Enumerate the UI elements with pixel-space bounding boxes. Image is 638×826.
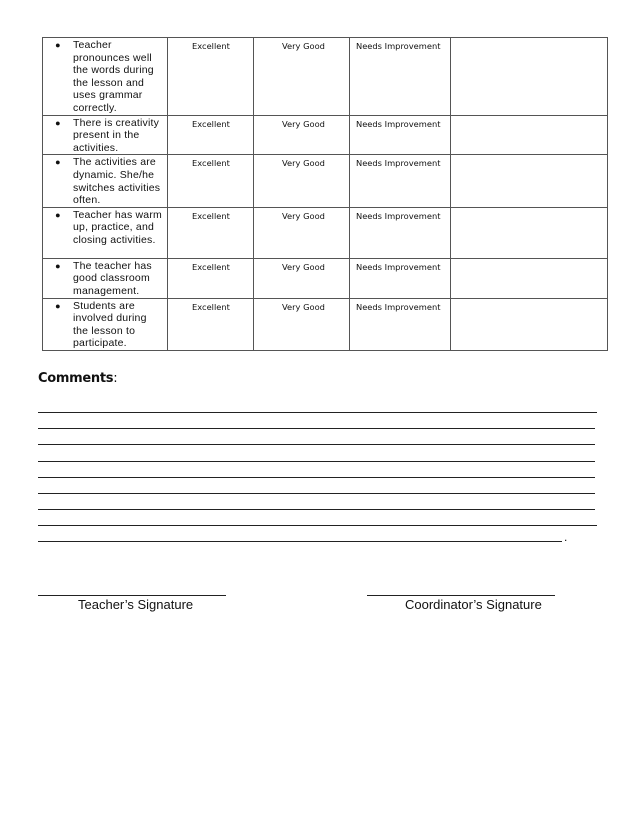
bullet-icon: ● (55, 209, 61, 220)
rating-excellent: Excellent (168, 38, 254, 116)
rating-excellent: Excellent (168, 258, 254, 298)
criterion-cell (43, 298, 168, 350)
remarks-cell (451, 115, 608, 155)
rating-needs-improvement: Needs Improvement (350, 258, 451, 298)
teacher-signature-label: Teacher’s Signature (78, 597, 194, 612)
bullet-icon: ● (55, 117, 61, 128)
criterion-cell (43, 207, 168, 258)
comments-heading (38, 371, 117, 386)
teacher-signature-line (38, 595, 226, 596)
criterion-cell (43, 115, 168, 155)
rating-excellent: Excellent (168, 298, 254, 350)
criterion-cell (43, 258, 168, 298)
table-row (43, 207, 608, 258)
rating-very-good: Very Good (254, 115, 350, 155)
bullet-icon: ● (55, 40, 61, 50)
remarks-cell (451, 258, 608, 298)
remarks-cell (451, 38, 608, 116)
remarks-cell (451, 155, 608, 207)
table-row (43, 258, 608, 298)
coordinator-signature-label: Coordinator’s Signature (405, 597, 542, 612)
table-row (43, 155, 608, 207)
rating-excellent: Excellent (168, 115, 254, 155)
criterion-cell (43, 38, 168, 116)
table-row (43, 115, 608, 155)
rating-needs-improvement: Needs Improvement (350, 207, 451, 258)
comment-line (38, 493, 595, 494)
comment-line (38, 412, 597, 413)
comment-line (38, 525, 597, 526)
criterion-text: The activities are dynamic. She/he switches activities often. (73, 156, 161, 207)
criterion-cell (43, 155, 168, 207)
evaluation-table (42, 37, 608, 351)
bullet-icon: ● (55, 157, 61, 168)
bullet-icon: ● (55, 300, 61, 311)
comment-line (38, 444, 595, 445)
rating-very-good: Very Good (254, 155, 350, 207)
criterion-text: The teacher has good classroom management. (73, 259, 152, 297)
comments-title: Comments (38, 371, 114, 386)
criterion-text: Teacher pronounces well the words during the lesson and uses grammar correctly. (73, 39, 154, 114)
comment-line (38, 461, 595, 462)
rating-excellent: Excellent (168, 207, 254, 258)
rating-needs-improvement: Needs Improvement (350, 115, 451, 155)
table-row (43, 298, 608, 350)
comment-line (38, 509, 595, 510)
criterion-text: Teacher has warm up, practice, and closing activities. (73, 208, 162, 246)
table-row (43, 38, 608, 116)
criterion-text: There is creativity present in the activities. (73, 116, 160, 154)
rating-needs-improvement: Needs Improvement (350, 155, 451, 207)
rating-very-good: Very Good (254, 38, 350, 116)
rating-very-good: Very Good (254, 207, 350, 258)
comment-line (38, 541, 562, 542)
rating-needs-improvement: Needs Improvement (350, 38, 451, 116)
criterion-text: Students are involved during the lesson to participate. (73, 299, 147, 350)
rating-very-good: Very Good (254, 258, 350, 298)
bullet-icon: ● (55, 260, 61, 271)
rating-needs-improvement: Needs Improvement (350, 298, 451, 350)
remarks-cell (451, 207, 608, 258)
comment-line (38, 477, 595, 478)
rating-very-good: Very Good (254, 298, 350, 350)
comment-line (38, 428, 595, 429)
coordinator-signature-line (367, 595, 555, 596)
remarks-cell (451, 298, 608, 350)
rating-excellent: Excellent (168, 155, 254, 207)
comments-colon: : (113, 371, 118, 386)
comments-end-period: . (564, 530, 568, 544)
